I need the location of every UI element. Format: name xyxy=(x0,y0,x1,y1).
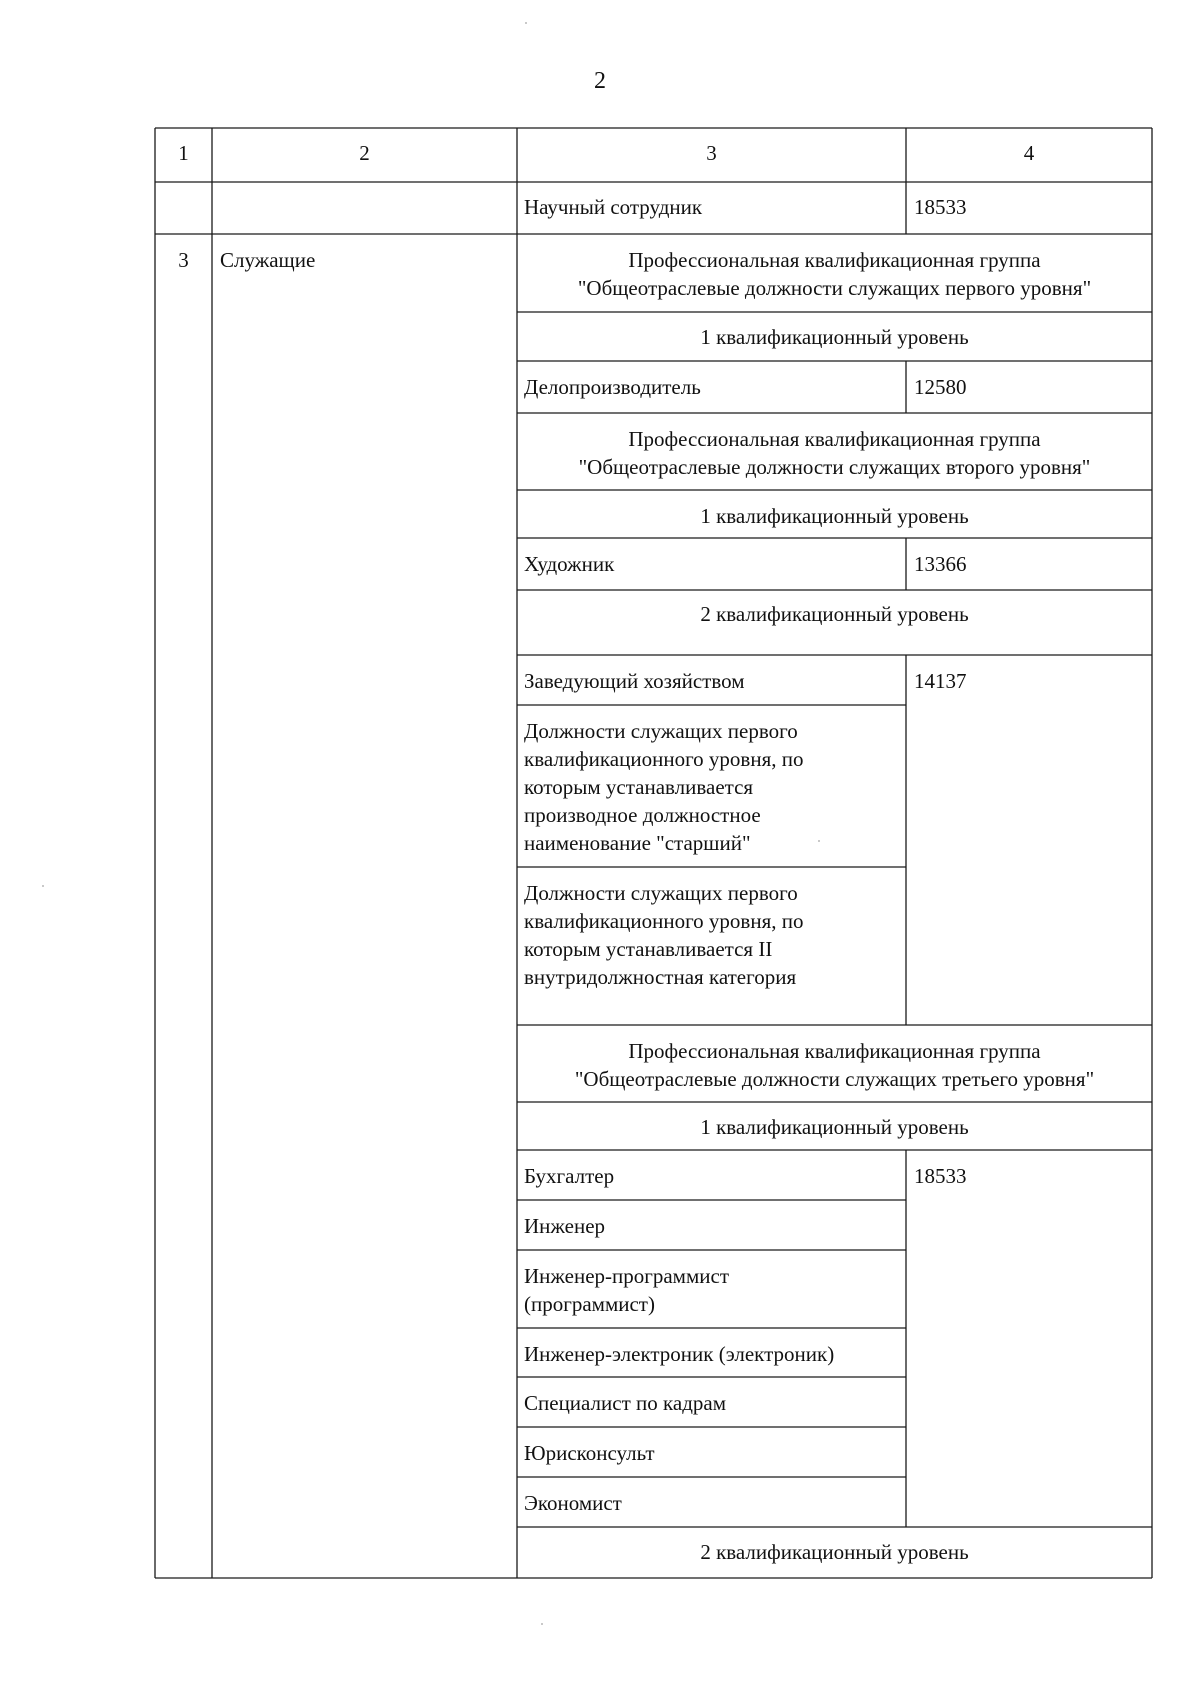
group1-title-line2: "Общеотраслевые должности служащих первого уровня" xyxy=(577,276,1092,300)
page-number: 2 xyxy=(594,68,606,94)
group3-position: Специалист по кадрам xyxy=(524,1391,727,1415)
group2-level1: 1 квалификационный уровень xyxy=(700,504,969,528)
group1-level1: 1 квалификационный уровень xyxy=(700,325,969,349)
group3-level2: 2 квалификационный уровень xyxy=(700,1540,969,1564)
group2-senior-line: наименование "старший" xyxy=(524,831,751,855)
group3-title-line1: Профессиональная квалификационная группа xyxy=(628,1039,1041,1063)
group3-salary1: 18533 xyxy=(914,1164,967,1188)
group2-senior-line: квалификационного уровня, по xyxy=(524,747,804,771)
group2-title-line2: "Общеотраслевые должности служащих второго уровня" xyxy=(578,455,1091,479)
group2-senior-line: Должности служащих первого xyxy=(524,719,798,743)
position-research: Научный сотрудник xyxy=(524,195,703,219)
group2-position2: Заведующий хозяйством xyxy=(524,669,745,693)
header-col-2: 2 xyxy=(359,141,370,165)
group3-position: Инженер-электроник (электроник) xyxy=(524,1342,835,1366)
group2-category-line: Должности служащих первого xyxy=(524,881,798,905)
section-title: Служащие xyxy=(220,248,316,272)
salary-research: 18533 xyxy=(914,195,967,219)
group2-salary1: 13366 xyxy=(914,552,967,576)
group1-position1: Делопроизводитель xyxy=(524,375,701,399)
header-col-4: 4 xyxy=(1023,141,1035,165)
group3-level1: 1 квалификационный уровень xyxy=(700,1115,969,1139)
group3-title-line2: "Общеотраслевые должности служащих третьего уровня" xyxy=(574,1067,1095,1091)
group2-senior-line: которым устанавливается xyxy=(524,775,754,799)
group2-position1: Художник xyxy=(524,552,615,576)
scan-speck xyxy=(42,885,44,887)
group2-salary2: 14137 xyxy=(914,669,967,693)
section-number: 3 xyxy=(178,248,189,272)
group2-senior-line: производное должностное xyxy=(524,803,761,827)
header-col-3: 3 xyxy=(706,141,717,165)
scan-speck xyxy=(818,840,820,842)
group3-position: Инженер xyxy=(524,1214,606,1238)
group3-position: Экономист xyxy=(524,1491,622,1515)
group3-position: Инженер-программист xyxy=(524,1264,729,1288)
group2-category-line: квалификационного уровня, по xyxy=(524,909,804,933)
group3-position: Бухгалтер xyxy=(524,1164,615,1188)
group1-salary1: 12580 xyxy=(914,375,967,399)
scan-speck xyxy=(541,1623,543,1625)
group1-title-line1: Профессиональная квалификационная группа xyxy=(628,248,1041,272)
group2-category-line: внутридолжностная категория xyxy=(524,965,797,989)
group2-category-line: которым устанавливается II xyxy=(524,937,773,961)
group2-level2: 2 квалификационный уровень xyxy=(700,602,969,626)
scan-speck xyxy=(525,22,527,24)
header-col-1: 1 xyxy=(178,141,189,165)
group3-position: (программист) xyxy=(524,1292,655,1316)
group3-position: Юрисконсульт xyxy=(524,1441,655,1465)
group2-title-line1: Профессиональная квалификационная группа xyxy=(628,427,1041,451)
